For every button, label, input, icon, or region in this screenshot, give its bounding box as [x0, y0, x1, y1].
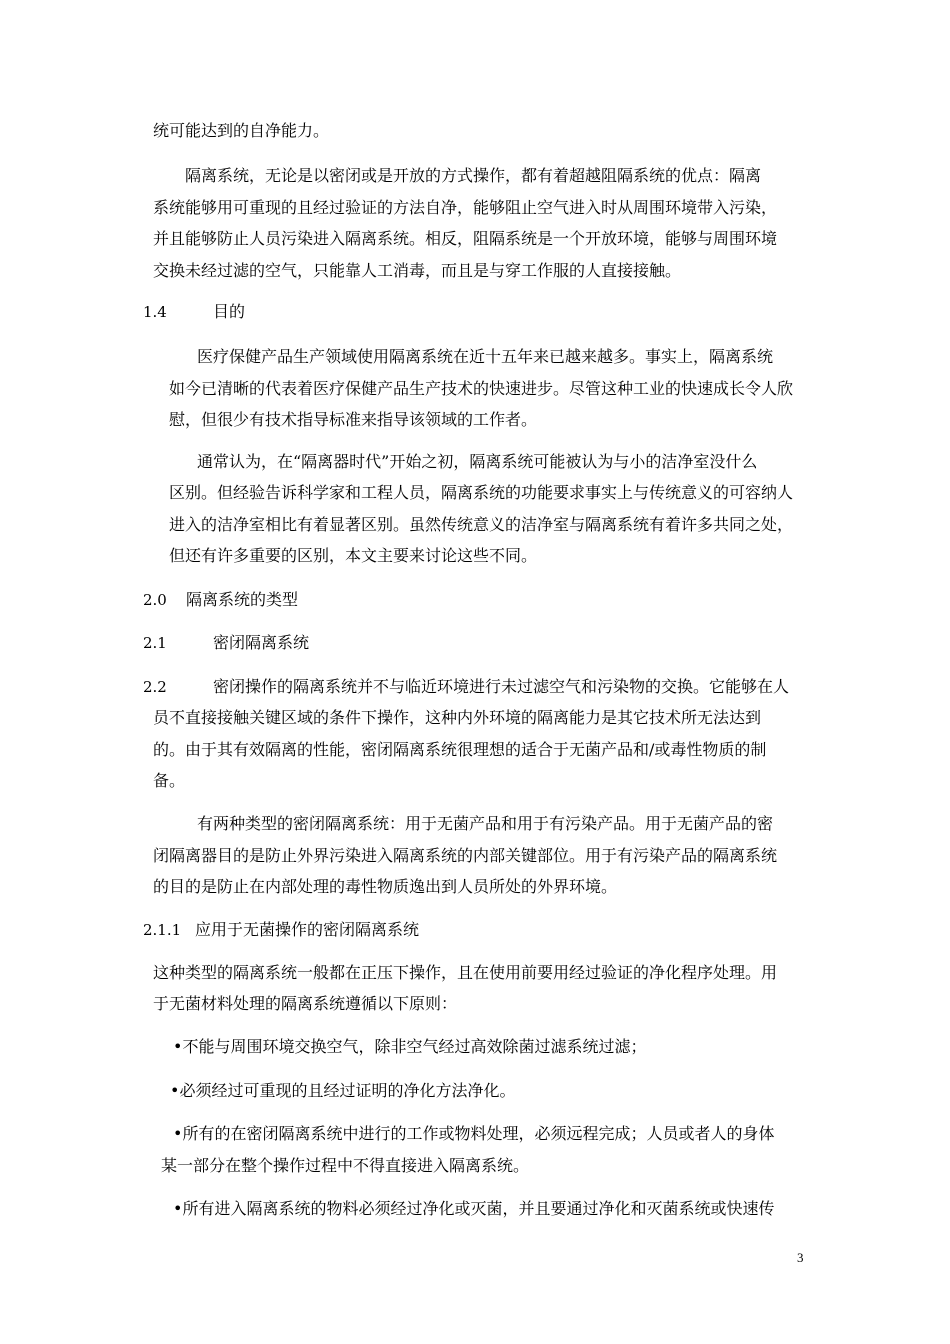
bullet-item: •必须经过可重现的且经过证明的净化方法净化。 [170, 1081, 516, 1100]
paragraph-line: 慰，但很少有技术指导标准来指导该领域的工作者。 [169, 410, 538, 429]
paragraph-line: 区别。但经验告诉科学家和工程人员，隔离系统的功能要求事实上与传统意义的可容纳人 [169, 483, 794, 502]
bullet-item-continuation: 某一部分在整个操作过程中不得直接进入隔离系统。 [161, 1156, 530, 1175]
paragraph-line: 并且能够防止人员污染进入隔离系统。相反，阻隔系统是一个开放环境，能够与周围环境 [153, 229, 778, 248]
bullet-item: •所有的在密闭隔离系统中进行的工作或物料处理，必须远程完成；人员或者人的身体 [173, 1124, 775, 1143]
paragraph-line: 的目的是防止在内部处理的毒性物质逸出到人员所处的外界环境。 [153, 877, 618, 896]
paragraph-line: 有两种类型的密闭隔离系统：用于无菌产品和用于有污染产品。用于无菌产品的密 [197, 814, 774, 833]
section-title: 应用于无菌操作的密闭隔离系统 [195, 920, 420, 939]
paragraph-line: 医疗保健产品生产领域使用隔离系统在近十五年来已越来越多。事实上，隔离系统 [197, 347, 774, 366]
paragraph-line: 这种类型的隔离系统一般都在正压下操作，且在使用前要用经过验证的净化程序处理。用 [153, 963, 778, 982]
bullet-item: •所有进入隔离系统的物料必须经过净化或灭菌，并且要通过净化和灭菌系统或快速传 [173, 1199, 775, 1218]
section-number: 2.2 [143, 678, 167, 696]
section-number: 2.1 [143, 634, 167, 652]
paragraph-line: 闭隔离器目的是防止外界污染进入隔离系统的内部关键部位。用于有污染产品的隔离系统 [153, 846, 778, 865]
paragraph-line: 于无菌材料处理的隔离系统遵循以下原则： [153, 994, 458, 1013]
paragraph-line: 备。 [153, 771, 186, 790]
paragraph-line: 密闭操作的隔离系统并不与临近环境进行未过滤空气和污染物的交换。它能够在人 [213, 677, 790, 696]
paragraph-line: 进入的洁净室相比有着显著区别。虽然传统意义的洁净室与隔离系统有着许多共同之处， [169, 515, 794, 534]
paragraph-line: 系统能够用可重现的且经过验证的方法自净，能够阻止空气进入时从周围环境带入污染， [153, 198, 778, 217]
paragraph-line: 的。由于其有效隔离的性能，密闭隔离系统很理想的适合于无菌产品和/或毒性物质的制 [153, 740, 767, 759]
section-title: 密闭隔离系统 [213, 633, 310, 652]
page-number: 3 [797, 1250, 804, 1265]
paragraph-line: 员不直接接触关键区域的条件下操作，这种内外环境的隔离能力是其它技术所无法达到 [153, 708, 762, 727]
section-number: 1.4 [143, 303, 167, 321]
section-title: 隔离系统的类型 [186, 590, 299, 609]
paragraph-line: 交换未经过滤的空气，只能靠人工消毒，而且是与穿工作服的人直接接触。 [153, 261, 682, 280]
paragraph-line: 统可能达到的自净能力。 [153, 121, 330, 140]
section-number: 2.1.1 [143, 921, 182, 939]
paragraph-line: 隔离系统，无论是以密闭或是开放的方式操作，都有着超越阻隔系统的优点：隔离 [185, 166, 762, 185]
paragraph-line: 但还有许多重要的区别，本文主要来讨论这些不同。 [169, 546, 538, 565]
paragraph-line: 通常认为，在“隔离器时代”开始之初，隔离系统可能被认为与小的洁净室没什么 [197, 452, 758, 471]
section-number: 2.0 [143, 591, 167, 609]
section-title: 目的 [213, 302, 246, 321]
paragraph-line: 如今已清晰的代表着医疗保健产品生产技术的快速进步。尽管这种工业的快速成长令人欣 [169, 379, 794, 398]
bullet-item: •不能与周围环境交换空气，除非空气经过高效除菌过滤系统过滤； [173, 1037, 647, 1056]
